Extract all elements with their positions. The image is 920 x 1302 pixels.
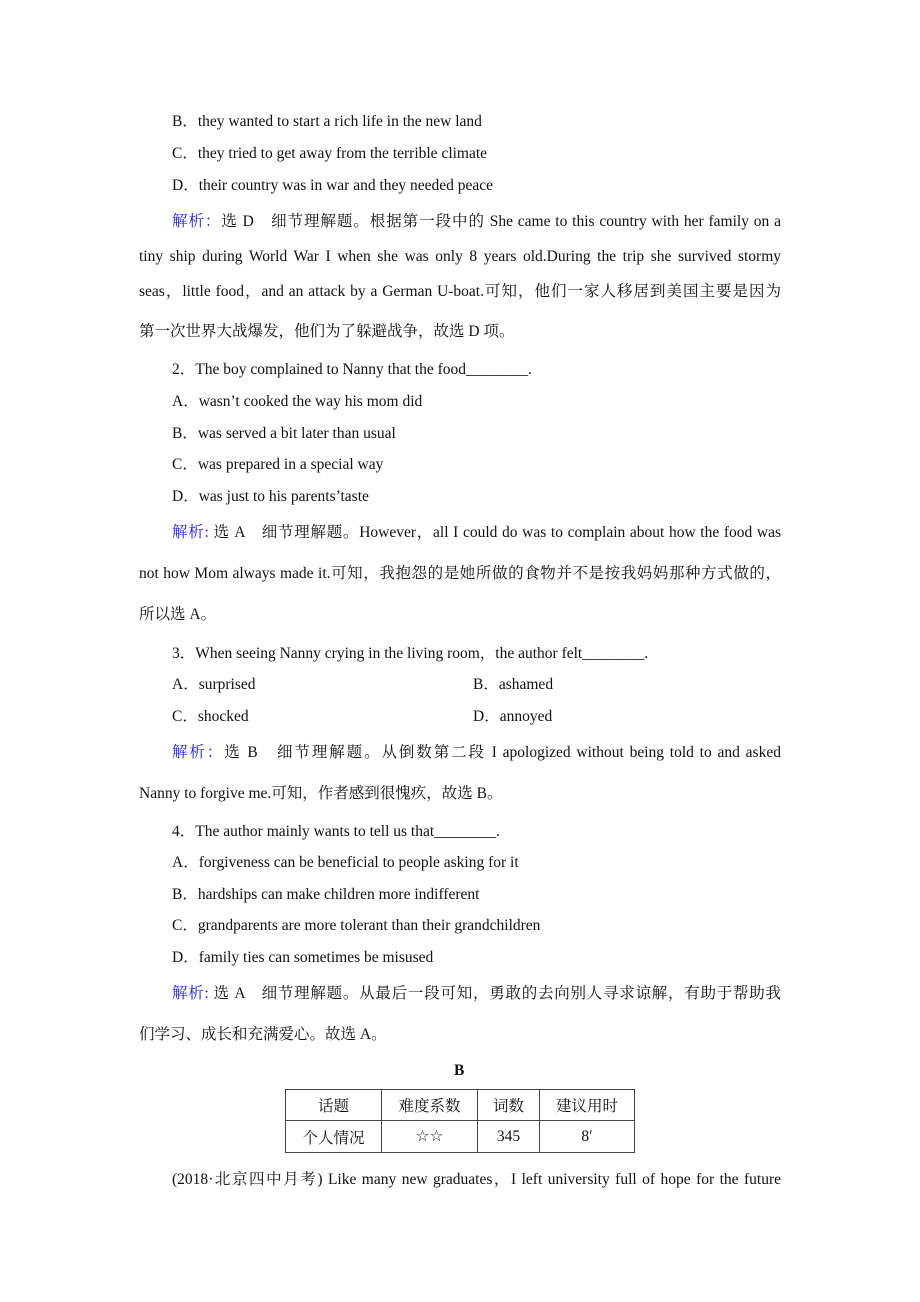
q4-option-c: C．grandparents are more tolerant than their grandchildren (172, 917, 541, 934)
cell: ☆☆ (382, 1121, 478, 1153)
analysis-label: 解析： (172, 744, 225, 761)
q2-analysis-line: not how Mom always made it.可知，我抱怨的是她所做的食物并不是按我妈妈那种方式做的， (139, 565, 781, 582)
q1-analysis-line: tiny ship during World War I when she was only 8 years old.During the trip she survived stormy (139, 248, 781, 265)
table-header-row (286, 1090, 635, 1121)
q2-analysis-line (172, 523, 781, 543)
q2-analysis-line: 所以选 A。 (139, 606, 217, 623)
analysis-label: 解析: (172, 985, 209, 1002)
q1-analysis-line: seas，little food，and an attack by a German U-boat.可知，他们一家人移居到美国主要是因为 (139, 283, 781, 300)
q4-option-d: D．family ties can sometimes be misused (172, 949, 434, 966)
q3-option-a: A．surprised (172, 676, 256, 693)
q1-option-c: C．they tried to get away from the terrible climate (172, 145, 488, 162)
q4-stem: 4．The author mainly wants to tell us that________. (172, 823, 501, 840)
table-row (286, 1121, 635, 1153)
q2-option-a: A．wasn’t cooked the way his mom did (172, 393, 423, 410)
q1-option-d: D．their country was in war and they needed peace (172, 177, 494, 194)
q1-option-b: B．they wanted to start a rich life in the new land (172, 113, 482, 130)
analysis-text: 选 D 细节理解题。根据第一段中的 She came to this country with her family on a (221, 213, 781, 230)
q1-analysis-line: 第一次世界大战爆发，他们为了躲避战争，故选 D 项。 (139, 323, 515, 340)
header-cell: 词数 (478, 1090, 540, 1121)
analysis-label: 解析: (172, 524, 209, 541)
q4-option-b: B．hardships can make children more indifferent (172, 886, 480, 903)
q3-analysis-line (172, 743, 781, 763)
q3-option-d: D．annoyed (473, 708, 553, 725)
q4-analysis-line: 们学习、成长和充满爱心。故选 A。 (139, 1026, 387, 1043)
q4-analysis-line (172, 984, 781, 1004)
cell: 8′ (540, 1121, 635, 1153)
cell: 345 (478, 1121, 540, 1153)
analysis-text: 选 B 细节理解题。从倒数第二段 I apologized without being told to and asked (224, 744, 781, 761)
q1-analysis-line (172, 212, 781, 232)
header-cell: 话题 (286, 1090, 382, 1121)
q3-option-b: B．ashamed (473, 676, 554, 693)
analysis-text: 选 A 细节理解题。从最后一段可知，勇敢的去向别人寻求谅解，有助于帮助我 (208, 985, 781, 1002)
cell: 个人情况 (286, 1121, 382, 1153)
q2-option-c: C．was prepared in a special way (172, 456, 384, 473)
analysis-text: 选 A 细节理解题。However，all I could do was to complain about how the food was (208, 524, 781, 541)
q2-option-b: B．was served a bit later than usual (172, 425, 396, 442)
analysis-label: 解析： (172, 213, 222, 230)
header-cell: 难度系数 (382, 1090, 478, 1121)
section-title: B (454, 1062, 465, 1079)
passage-line: (2018·北京四中月考) Like many new graduates，I left university full of hope for the future (172, 1171, 781, 1188)
q3-analysis-line: Nanny to forgive me.可知，作者感到很愧疚，故选 B。 (139, 785, 503, 802)
header-cell: 建议用时 (540, 1090, 635, 1121)
q2-stem: 2．The boy complained to Nanny that the food________. (172, 361, 532, 378)
q2-option-d: D．was just to his parents’taste (172, 488, 369, 505)
q4-option-a: A．forgiveness can be beneficial to people asking for it (172, 854, 519, 871)
q3-option-c: C．shocked (172, 708, 249, 725)
passage-info-table (285, 1089, 635, 1153)
q3-stem: 3．When seeing Nanny crying in the living room，the author felt________. (172, 645, 649, 662)
